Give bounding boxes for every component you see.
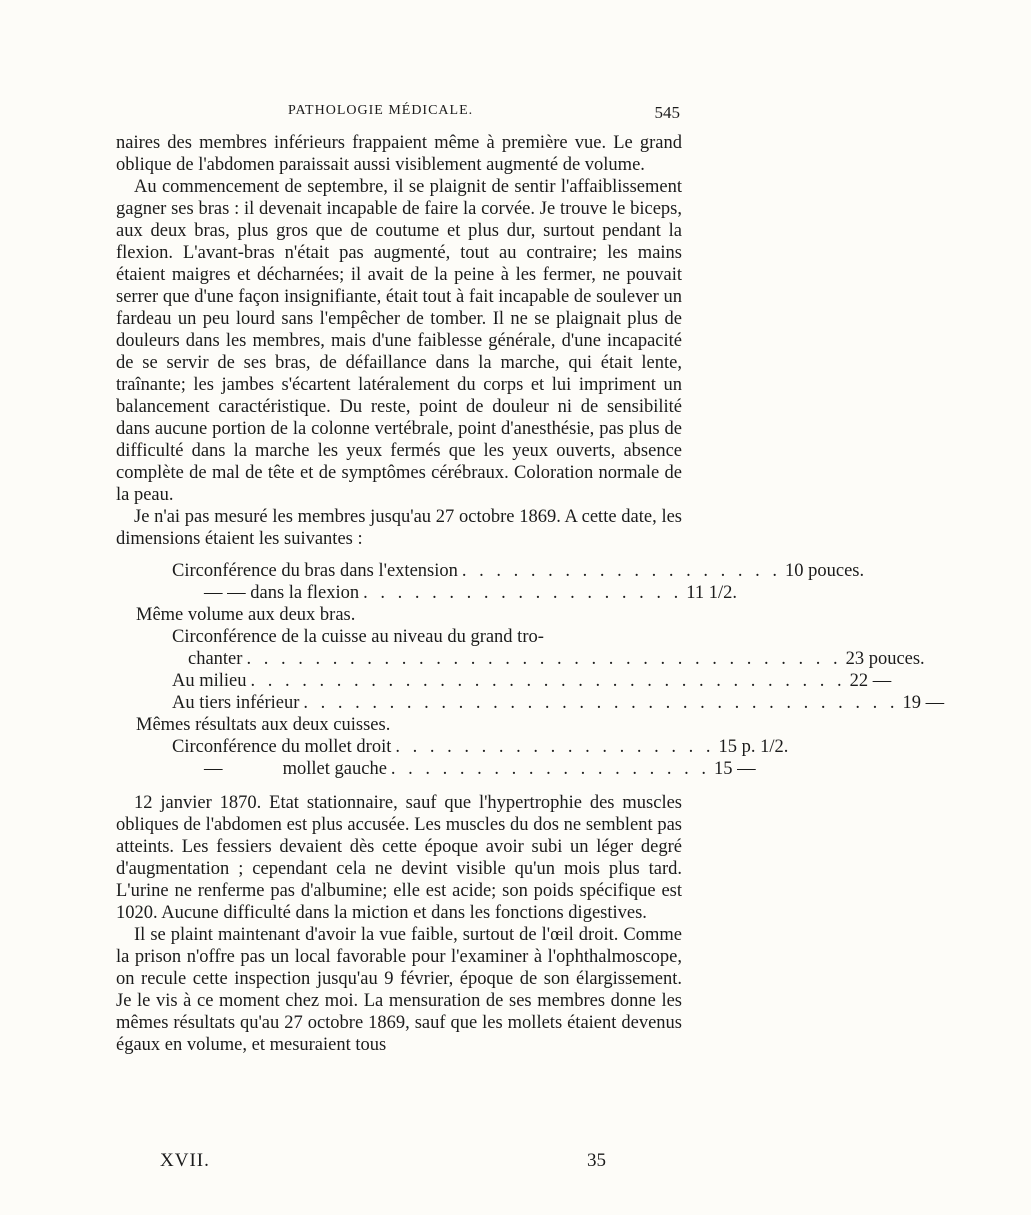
leader-dots: . . . . . . . . . . . . . . . . . . .: [363, 583, 683, 603]
page-footer: [160, 1150, 606, 1180]
leader-dots: . . . . . . . . . . . . . . . . . . .: [395, 737, 715, 757]
paragraph: naires des membres inférieurs frappaient même à première vue. Le grand oblique de l'abdomen paraissait aussi visiblement augmenté de volume.: [116, 133, 682, 175]
measurement-value: 10 pouces.: [785, 561, 865, 581]
running-head: PATHOLOGIE MÉDICALE.: [288, 103, 474, 118]
leader-dots: . . . . . . . . . . . . . . . . . . .: [390, 759, 711, 779]
measurement-label: Circonférence du mollet droit: [172, 737, 392, 757]
measurement-row: [116, 758, 756, 780]
measurement-label: Au tiers inférieur: [172, 693, 300, 713]
measurement-row: [116, 692, 945, 714]
measurement-label: — — dans la flexion: [204, 583, 360, 603]
paragraph: 12 janvier 1870. Etat stationnaire, sauf que l'hypertrophie des muscles obliques de l'abdomen est plus accusée. Les muscles du dos ne semblent pas atteints. Les fessiers devaient dès cette époque avoir subi un léger degré d'augmentation ; cependant cela ne devint visible qu'un mois plus tard. L'urine ne renferme pas d'albumine; elle est acide; son poids spécifique est 1020. Aucune difficulté dans la miction et dans les fonctions digestives.: [116, 793, 682, 923]
paragraph: Il se plaint maintenant d'avoir la vue faible, surtout de l'œil droit. Comme la prison n'offre pas un local favorable pour l'examiner à l'ophthalmoscope, on recule cette inspection jusqu'au 9 février, époque de son élargissement. Je le vis à ce moment chez moi. La mensuration de ses membres donne les mêmes résultats qu'au 27 octobre 1869, sauf que les mollets étaient devenus égaux en volume, et mesuraient tous: [116, 925, 682, 1055]
leader-dots: . . . . . . . . . . . . . . . . . . . . . . . . . . . . . . . . . . .: [303, 693, 899, 713]
page-number: 545: [654, 103, 680, 122]
measurement-row: [116, 736, 789, 758]
measurement-value: 15 p. 1/2.: [718, 737, 789, 757]
measurement-row: [116, 626, 682, 648]
page-body: [116, 132, 945, 1056]
paragraph: Je n'ai pas mesuré les membres jusqu'au 27 octobre 1869. A cette date, les dimensions étaient les suivantes :: [116, 507, 682, 549]
measurement-value: 22 —: [849, 671, 892, 691]
measurement-value: 19 —: [902, 693, 945, 713]
measurement-row: [116, 560, 865, 582]
sheet-number: 35: [587, 1150, 606, 1171]
measurement-label: — mollet gauche: [204, 759, 387, 779]
measurement-note: [116, 604, 682, 626]
measurement-value: 11 1/2.: [686, 583, 738, 603]
leader-dots: . . . . . . . . . . . . . . . . . . .: [461, 561, 781, 581]
measurement-value: 23 pouces.: [845, 649, 925, 669]
measurement-row: [116, 648, 925, 670]
measurement-value: 15 —: [714, 759, 756, 779]
leader-dots: . . . . . . . . . . . . . . . . . . . . . . . . . . . . . . . . . . .: [246, 649, 842, 669]
measurement-label: Mêmes résultats aux deux cuisses.: [136, 715, 391, 735]
measurement-row: [116, 670, 892, 692]
measurement-row: [116, 582, 738, 604]
measurement-note: [116, 714, 682, 736]
measurement-label: Même volume aux deux bras.: [136, 605, 356, 625]
leader-dots: . . . . . . . . . . . . . . . . . . . . . . . . . . . . . . . . . . .: [250, 671, 846, 691]
signature-mark: XVII.: [160, 1150, 210, 1171]
measurement-label: Au milieu: [172, 671, 247, 691]
paragraph: Au commencement de septembre, il se plaignit de sentir l'affaiblissement gagner ses bras : il devenait incapable de faire la corvée. Je trouve le biceps, aux deux bras, plus gros que de coutume et plus dur, surtout pendant la flexion. L'avant-bras n'était pas augmenté, tout au contraire; les mains étaient maigres et décharnées; il avait de la peine à les fermer, ne pouvait serrer que d'une façon insignifiante, était tout à fait incapable de soulever un fardeau un peu lourd sans l'empêcher de tomber. Il ne se plaignait plus de douleurs dans les membres, mais d'une faiblesse générale, d'une incapacité de se servir de ses bras, de défaillance dans la marche, qui était lente, traînante; les jambes s'écartent latéralement du corps et lui impriment un balancement caractéristique. Du reste, point de douleur ni de sensibilité dans aucune portion de la colonne vertébrale, point d'anesthésie, pas plus de difficulté dans la marche les yeux fermés que les yeux ouverts, absence complète de mal de tête et de symptômes cérébraux. Coloration normale de la peau.: [116, 177, 682, 505]
measurements-table: [116, 560, 945, 780]
measurement-label: Circonférence de la cuisse au niveau du grand tro-: [172, 627, 544, 647]
page-header: [116, 103, 680, 125]
measurement-label: chanter: [188, 649, 243, 669]
measurement-label: Circonférence du bras dans l'extension: [172, 561, 458, 581]
